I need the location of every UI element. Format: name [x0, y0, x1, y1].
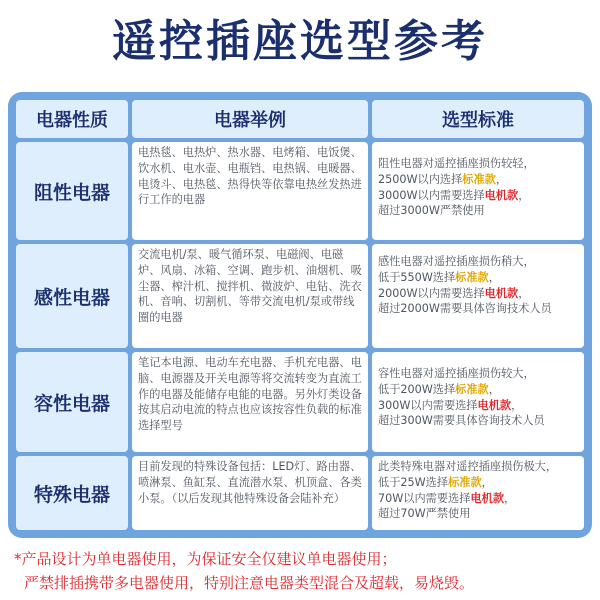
row-standard-special — [372, 456, 584, 530]
motor-comma: ， — [518, 188, 530, 202]
motor-model-label: 电机款 — [484, 188, 519, 202]
row-examples-special: 目前发现的特殊设备包括：LED灯、路由器、喷淋泵、鱼缸泵、直流潜水泵、机顶盒、各类小泵。（以后发现其他特殊设备会陆补充） — [132, 456, 368, 530]
motor-limit-text: 300W以内需要选择 — [378, 398, 478, 412]
header-type: 电器性质 — [16, 100, 128, 138]
standard-ending: 超过300W需要具体咨询技术人员 — [378, 414, 545, 428]
row-examples-capacitive: 笔记本电源、电动车充电器、手机充电器、电脑、电源器及开关电源等将交流转变为直流工作的电器及能储存电能的电器。另外灯类设备按其启动电流的特点也应该按容性负载的标准选择型号 — [132, 352, 368, 452]
motor-limit-text: 3000W以内需要选择 — [378, 188, 485, 202]
standard-model-label: 标准款 — [448, 475, 482, 489]
standard-intro: 阻性电器对遥控插座损伤较轻， — [378, 157, 535, 170]
standard-comma: ， — [481, 475, 493, 489]
selection-table — [8, 92, 592, 538]
standard-intro: 容性电器对遥控插座损伤较大， — [378, 367, 535, 380]
motor-limit-text: 70W以内需要选择 — [378, 491, 471, 505]
page-title: 遥控插座选型参考 — [112, 16, 488, 67]
standard-ending: 超过70W严禁使用 — [378, 507, 471, 521]
standard-model-label: 标准款 — [462, 172, 496, 186]
standard-ending: 超过2000W需要具体咨询技术人员 — [378, 302, 552, 316]
standard-ending: 超过3000W严禁使用 — [378, 204, 485, 218]
row-type-inductive: 感性电器 — [16, 244, 128, 348]
standard-limit-text: 低于25W选择 — [378, 475, 449, 489]
standard-comma: ， — [488, 382, 500, 396]
motor-comma: ， — [518, 286, 530, 300]
row-examples-resistive: 电热毯、电热炉、热水器、电烤箱、电饭煲、饮水机、电水壶、电瓶铛、电热锅、电暖器、电烫斗、电热毯、热得快等依靠电热丝发热进行工作的电器 — [132, 142, 368, 240]
row-standard-inductive — [372, 244, 584, 348]
standard-comma: ， — [495, 172, 508, 186]
header-examples: 电器举例 — [132, 100, 368, 138]
header-standard: 选型标准 — [372, 100, 584, 138]
motor-comma: ， — [504, 491, 516, 505]
standard-limit-text: 2500W以内选择 — [378, 172, 463, 186]
motor-model-label: 电机款 — [470, 491, 505, 505]
standard-intro: 感性电器对遥控插座损伤稍大， — [378, 255, 535, 268]
motor-model-label: 电机款 — [484, 286, 519, 300]
row-type-resistive: 阻性电器 — [16, 142, 128, 240]
motor-limit-text: 2000W以内需要选择 — [378, 286, 485, 300]
standard-model-label: 标准款 — [455, 270, 489, 284]
row-standard-capacitive — [372, 352, 584, 452]
row-type-capacitive: 容性电器 — [16, 352, 128, 452]
standard-model-label: 标准款 — [455, 382, 489, 396]
safety-note-1: *产品设计为单电器使用，为保证安全仅建议单电器使用； — [14, 550, 397, 568]
standard-limit-text: 低于550W选择 — [378, 270, 456, 284]
safety-note-2: 严禁排插携带多电器使用，特别注意电器类型混合及超载，易烧毁。 — [24, 574, 475, 592]
motor-comma: ， — [511, 398, 523, 412]
motor-model-label: 电机款 — [477, 398, 512, 412]
row-type-special: 特殊电器 — [16, 456, 128, 530]
standard-limit-text: 低于200W选择 — [378, 382, 456, 396]
standard-intro: 此类特殊电器对遥控插座损伤极大， — [378, 460, 558, 473]
row-examples-inductive: 交流电机/泵、暖气循环泵、电磁阀、电磁炉、风扇、冰箱、空调、跑步机、油烟机、吸尘器、榨汁机、搅拌机、微波炉、电钻、洗衣机、音响、切割机、等带交流电机/泵或带线圈的电器 — [132, 244, 368, 348]
row-standard-resistive — [372, 142, 584, 240]
standard-comma: ， — [488, 270, 500, 284]
